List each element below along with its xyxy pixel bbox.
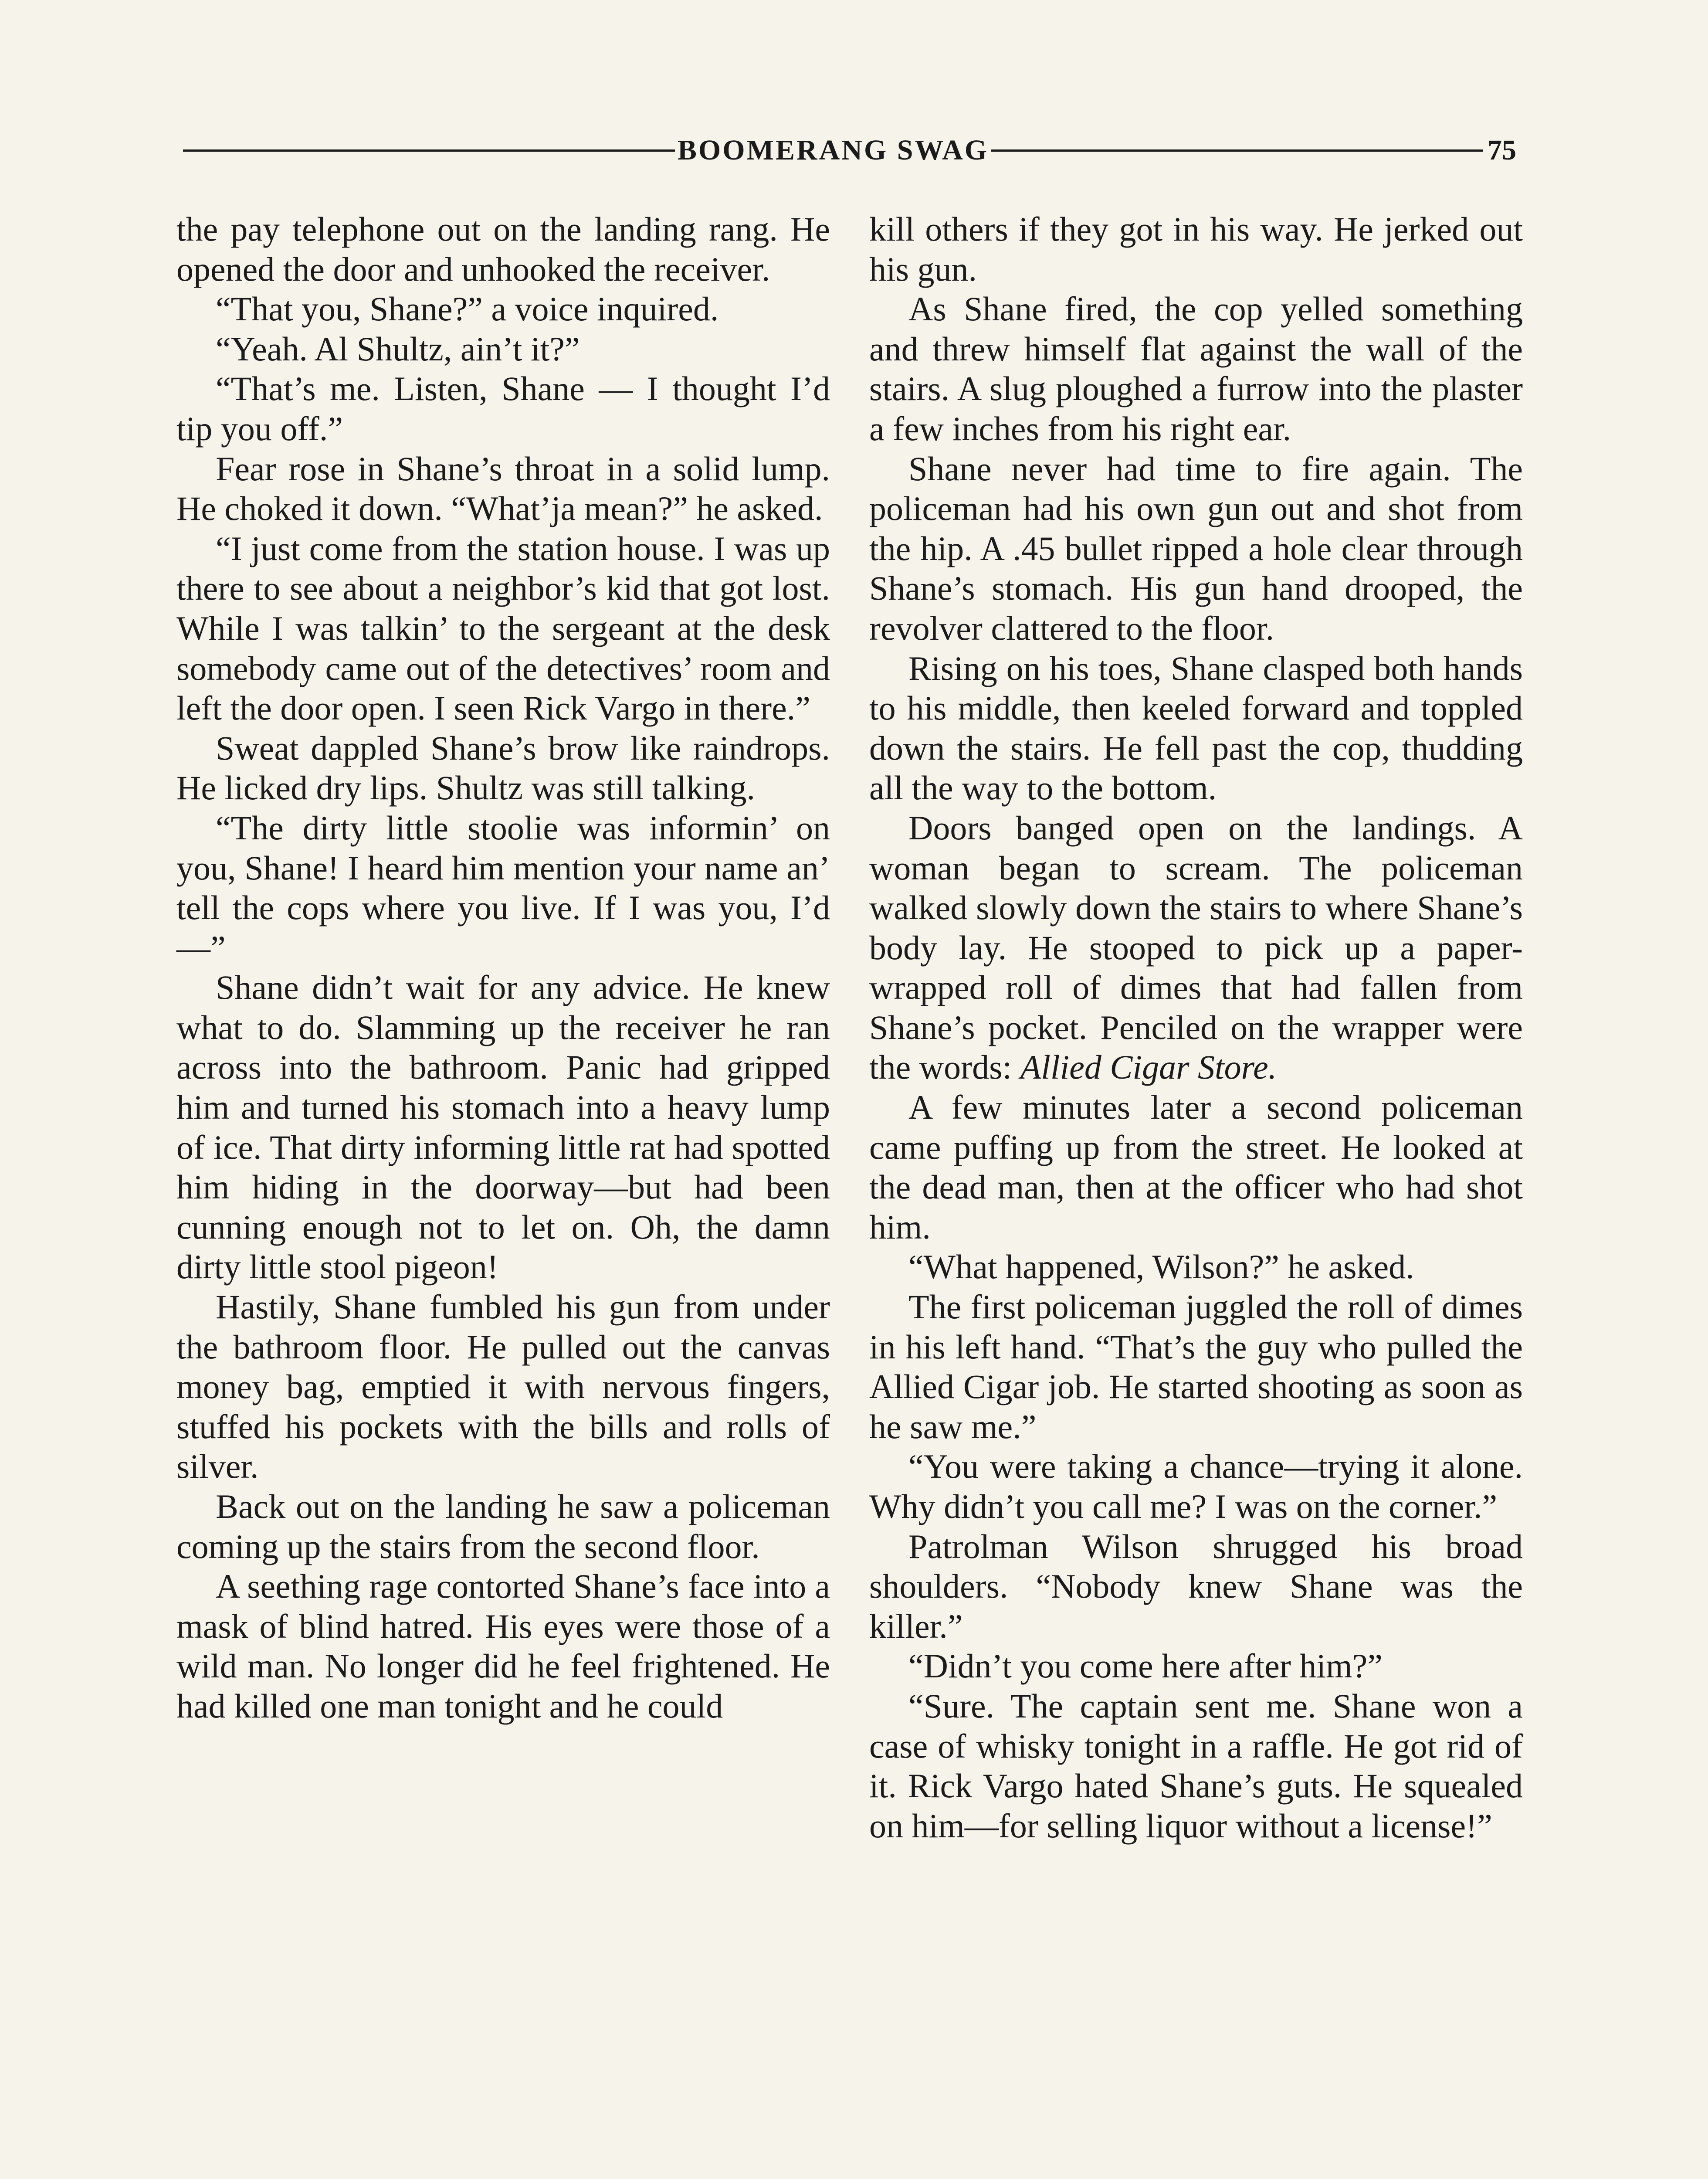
paragraph: As Shane fired, the cop yelled something and threw himself flat against the wall of the stairs. A slug ploughed a furrow into the plaster a few inches from his right ear. [869, 290, 1523, 448]
paragraph: Fear rose in Shane’s throat in a solid lump. He choked it down. “What’ja mean?” he asked. [176, 449, 830, 528]
paragraph: “What happened, Wilson?” he asked. [908, 1248, 1414, 1286]
paragraph: Patrolman Wilson shrugged his broad shoulders. “Nobody knew Shane was the killer.” [869, 1527, 1523, 1645]
page-number: 75 [1488, 134, 1517, 166]
paragraph: “Yeah. Al Shultz, ain’t it?” [216, 329, 580, 368]
paragraph: Rising on his toes, Shane clasped both hands to his middle, then keeled forward and toppled down the stairs. He fell past the cop, thudding all the way to the bottom. [869, 649, 1523, 807]
paragraph: The first policeman juggled the roll of dimes in his left hand. “That’s the guy who pulled the Allied Cigar job. He started shooting as soon as he saw me.” [869, 1288, 1523, 1446]
paragraph [869, 808, 1523, 1087]
running-header [183, 131, 1516, 170]
header-rule-left [183, 149, 675, 152]
paragraph: Sweat dappled Shane’s brow like raindrops. He licked dry lips. Shultz was still talking. [176, 729, 830, 807]
paragraph: Shane never had time to fire again. The policeman had his own gun out and shot from the hip. A .45 bullet ripped a hole clear through Shane’s stomach. His gun hand drooped, the revolver clattered to the floor. [869, 449, 1523, 647]
header-rule-right [991, 149, 1483, 152]
paragraph: Back out on the landing he saw a policeman coming up the stairs from the second floor. [176, 1487, 830, 1565]
paragraph: “I just come from the station house. I was up there to see about a neighbor’s kid that got lost. While I was talkin’ to the sergeant at the desk somebody came out of the detectives’ room and left the door open. I seen Rick Vargo in there.” [176, 529, 830, 727]
paragraph: “The dirty little stoolie was informin’ on you, Shane! I heard him mention your name an’ tell the cops where you live. If I was you, I’d—” [176, 808, 830, 967]
paragraph: the pay telephone out on the landing rang. He opened the door and unhooked the receiver. [176, 210, 830, 288]
paragraph-text: Doors banged open on the landings. A woman began to scream. The policeman walked slowly down the stairs to where Shane’s body lay. He stooped to pick up a paper-wrapped roll of dimes that had fallen from Shane’s pocket. Penciled on the wrapper were the words: [869, 808, 1523, 1086]
left-column [176, 209, 830, 1726]
paragraph: “That’s me. Listen, Shane — I thought I’d tip you off.” [176, 370, 830, 448]
paragraph: “That you, Shane?” a voice inquired. [216, 290, 719, 328]
paragraph: A few minutes later a second policeman came puffing up from the street. He looked at the dead man, then at the officer who had shot him. [869, 1088, 1523, 1246]
paragraph: kill others if they got in his way. He jerked out his gun. [869, 210, 1523, 288]
wrapper-words: Allied Cigar Store. [1020, 1048, 1277, 1086]
paragraph: “Didn’t you come here after him?” [908, 1647, 1383, 1685]
running-title: BOOMERANG SWAG [677, 134, 989, 166]
paragraph: “You were taking a chance—trying it alone. Why didn’t you call me? I was on the corner.” [869, 1447, 1523, 1525]
paragraph: Hastily, Shane fumbled his gun from under the bathroom floor. He pulled out the canvas money bag, emptied it with nervous fingers, stuffed his pockets with the bills and rolls of silver. [176, 1288, 830, 1486]
paragraph: Shane didn’t wait for any advice. He knew what to do. Slamming up the receiver he ran across into the bathroom. Panic had gripped him and turned his stomach into a heavy lump of ice. That dirty informing little rat had spotted him hiding in the doorway—but had been cunning enough not to let on. Oh, the damn dirty little stool pigeon! [176, 968, 830, 1286]
right-column [869, 209, 1523, 1846]
paragraph: A seething rage contorted Shane’s face into a mask of blind hatred. His eyes were those of a wild man. No longer did he feel frightened. He had killed one man tonight and he could [176, 1567, 830, 1725]
paragraph: “Sure. The captain sent me. Shane won a case of whisky tonight in a raffle. He got rid of it. Rick Vargo hated Shane’s guts. He squealed on him—for selling liquor without a license!” [869, 1687, 1523, 1845]
